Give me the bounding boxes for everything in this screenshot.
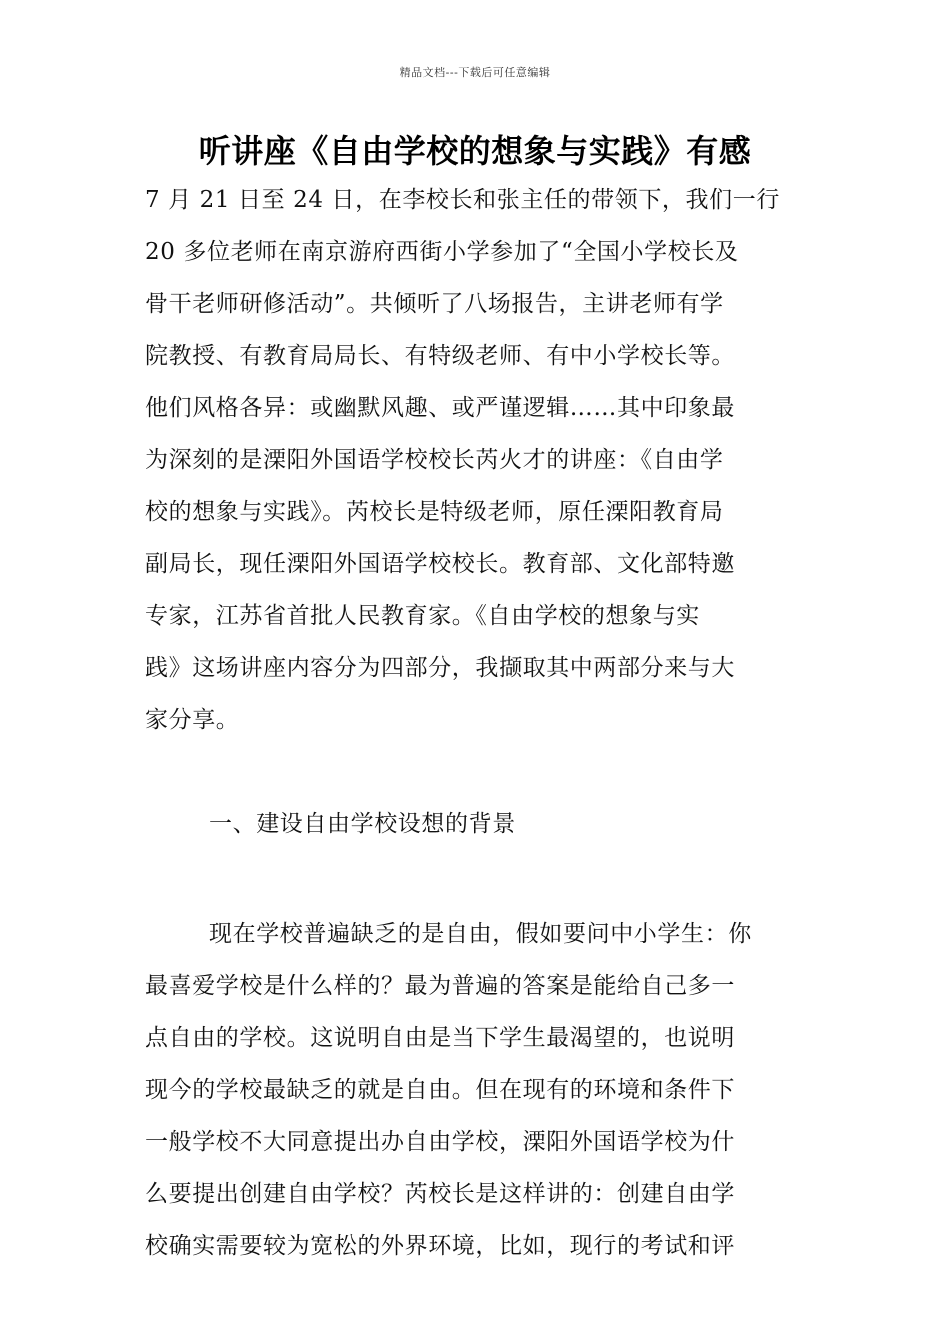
text-line: 点自由的学校。这说明自由是当下学生最渴望的，也说明 (145, 1025, 735, 1051)
text-line: 校确实需要较为宽松的外界环境，比如，现行的考试和评 (145, 1233, 735, 1259)
document-body (145, 178, 805, 1276)
text-line: 家分享。 (145, 707, 240, 733)
text-line: 7 月 21 日至 24 日，在李校长和张主任的带领下，我们一行 (145, 187, 780, 213)
text-line: 骨干老师研修活动”。共倾听了八场报告，主讲老师有学 (145, 291, 724, 317)
page-header: 精品文档---下载后可任意编辑 (399, 66, 551, 79)
document-title: 听讲座《自由学校的想象与实践》有感 (198, 132, 752, 170)
paragraph-intro (145, 178, 805, 750)
text-line: 他们风格各异：或幽默风趣、或严谨逻辑……其中印象最 (145, 395, 735, 421)
blank-line (145, 854, 805, 912)
text-line: 20 多位老师在南京游府西街小学参加了“全国小学校长及 (145, 239, 739, 265)
text-line: 践》这场讲座内容分为四部分，我撷取其中两部分来与大 (145, 655, 735, 681)
text-line: 现今的学校最缺乏的就是自由。但在现有的环境和条件下 (145, 1077, 735, 1103)
text-line: 一般学校不大同意提出办自由学校，溧阳外国语学校为什 (145, 1129, 735, 1155)
section-heading: 一、建设自由学校设想的背景 (209, 811, 516, 837)
text-line: 副局长，现任溧阳外国语学校校长。教育部、文化部特邀 (145, 551, 735, 577)
text-line: 专家，江苏省首批人民教育家。《自由学校的想象与实 (145, 603, 700, 629)
text-line: 院教授、有教育局局长、有特级老师、有中小学校长等。 (145, 343, 735, 369)
paragraph-background (145, 912, 805, 1276)
text-line: 校的想象与实践》。芮校长是特级老师，原任溧阳教育局 (145, 499, 724, 525)
text-line: 么要提出创建自由学校？芮校长是这样讲的：创建自由学 (145, 1181, 735, 1207)
text-line: 现在学校普遍缺乏的是自由，假如要问中小学生：你 (209, 921, 752, 947)
text-line: 最喜爱学校是什么样的？最为普遍的答案是能给自己多一 (145, 973, 735, 999)
text-line: 为深刻的是溧阳外国语学校校长芮火才的讲座：《自由学 (145, 447, 724, 473)
blank-line (145, 750, 805, 802)
